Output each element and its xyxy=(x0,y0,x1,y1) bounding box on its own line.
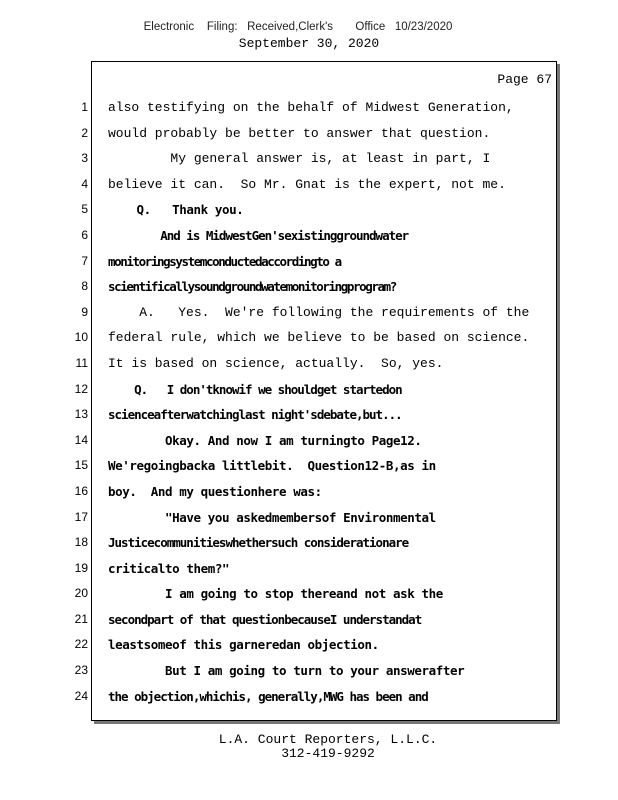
transcript-line: believe it can. So Mr. Gnat is the expert, not me. xyxy=(108,176,506,192)
transcript-line: scientificallysoundgroundwatemonitoringprogram? xyxy=(108,279,396,295)
transcript-line: criticalto them?" xyxy=(108,560,230,576)
line-number: 13 xyxy=(74,407,88,422)
transcript-line: boy. And my questionhere was: xyxy=(108,483,322,499)
line-number: 20 xyxy=(74,586,88,601)
line-number: 3 xyxy=(81,151,88,166)
line-number: 24 xyxy=(74,688,88,703)
line-number: 9 xyxy=(81,304,88,319)
transcript-line: Okay. And now I am turningto Page12. xyxy=(108,432,422,448)
line-number: 14 xyxy=(74,432,88,447)
line-number: 12 xyxy=(74,381,88,396)
line-number: 22 xyxy=(74,637,88,652)
transcript-line: federal rule, which we believe to be based on science. xyxy=(108,330,530,346)
line-number: 1 xyxy=(81,100,88,114)
transcript-line: Q. I don'tknowif we shouldget startedon xyxy=(108,381,402,397)
transcript-line: secondpart of that questionbecauseI understandat xyxy=(108,611,422,627)
transcript-line: leastsomeof this garneredan objection. xyxy=(108,637,379,653)
line-number: 4 xyxy=(81,176,88,191)
transcript-line: "Have you askedmembersof Environmental xyxy=(108,509,436,525)
reporter-company: L.A. Court Reporters, L.L.C. xyxy=(218,732,438,747)
reporter-phone: 312-419-9292 xyxy=(281,746,375,761)
page-number: Page 67 xyxy=(497,72,552,87)
transcript-date: September 30, 2020 xyxy=(238,36,380,51)
transcript-line: Justicecommunitieswhethersuch considerationare xyxy=(108,535,409,551)
transcript-line: monitoringsystemconductedaccordingto a xyxy=(108,253,341,269)
filing-stamp: Electronic Filing: Received,Clerk's Office 10/23/2020 xyxy=(143,21,453,33)
transcript-line: And is MidwestGen'sexistinggroundwater xyxy=(108,227,409,243)
line-number: 21 xyxy=(74,611,88,626)
line-number: 19 xyxy=(74,560,88,575)
transcript-line: A. Yes. We're following the requirements of the xyxy=(108,304,530,320)
footer xyxy=(0,733,618,761)
line-number: 15 xyxy=(74,458,88,473)
transcript-line: But I am going to turn to your answerafter xyxy=(108,663,465,679)
transcript-line: Q. Thank you. xyxy=(108,202,244,218)
transcript-line: I am going to stop thereand not ask the xyxy=(108,586,443,602)
line-number: 17 xyxy=(74,509,88,524)
line-number: 11 xyxy=(75,355,88,370)
line-number: 23 xyxy=(74,663,88,678)
line-number: 8 xyxy=(81,279,88,294)
transcript-text xyxy=(108,95,548,709)
line-number: 2 xyxy=(81,125,88,140)
transcript-line: We'regoingbacka littlebit. Question12-B,as in xyxy=(108,458,436,474)
transcript-line: It is based on science, actually. So, yes. xyxy=(108,355,444,371)
line-number: 18 xyxy=(74,535,88,550)
line-number: 10 xyxy=(74,330,88,345)
transcript-line: also testifying on the behalf of Midwest Generation, xyxy=(108,100,514,115)
line-number: 7 xyxy=(81,253,88,268)
transcript-line: the objection,whichis, generally,MWG has been and xyxy=(108,688,428,704)
transcript-line: would probably be better to answer that question. xyxy=(108,125,491,141)
line-number: 6 xyxy=(81,227,88,242)
line-number: 5 xyxy=(81,202,88,217)
line-number-column xyxy=(60,95,88,709)
transcript-line: scienceafterwatchinglast night'sdebate,but... xyxy=(108,407,402,423)
line-number: 16 xyxy=(74,483,88,498)
transcript-line: My general answer is, at least in part, I xyxy=(108,151,491,167)
